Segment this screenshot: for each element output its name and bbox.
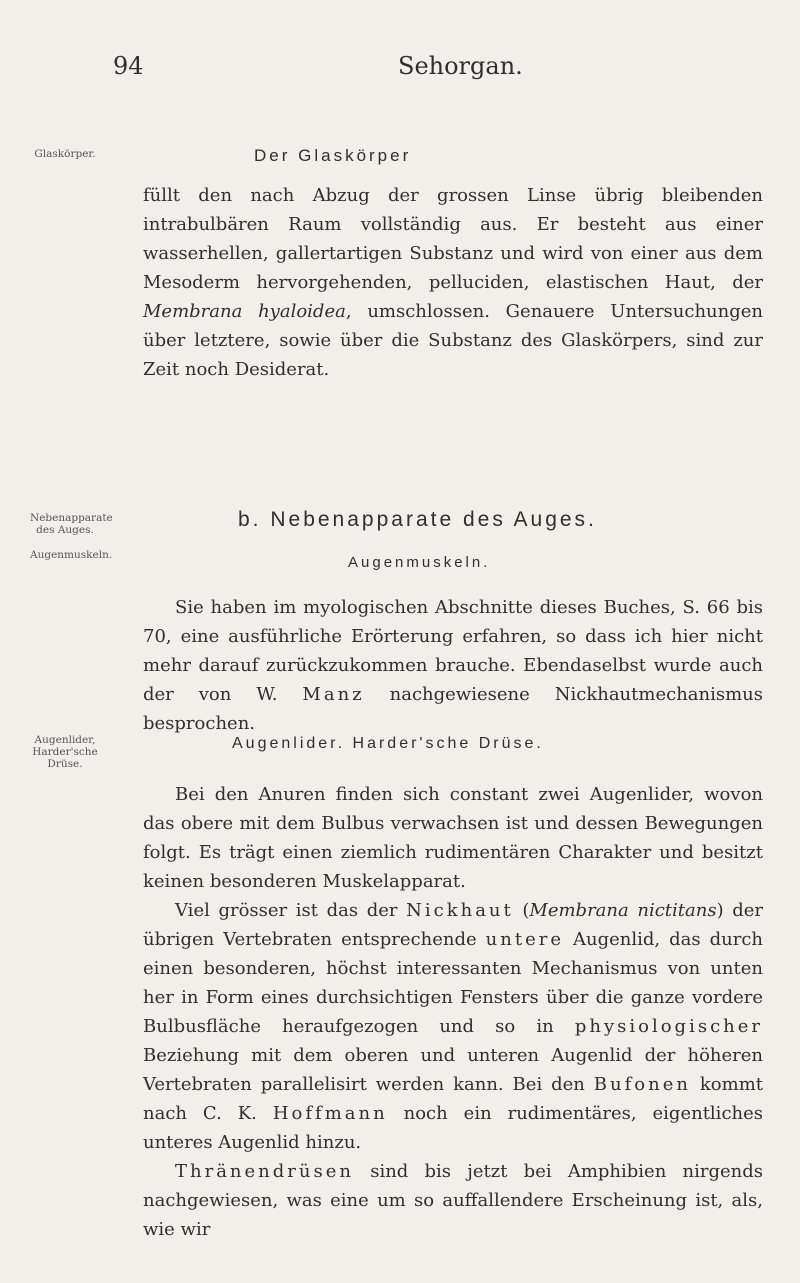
nebenapparate-heading: b. Nebenapparate des Auges. [238,508,597,531]
augenlider-paragraph-1: Bei den Anuren finden sich constant zwei Augenlider, wovon das obere mit dem Bulbus verwachsen ist und dessen Bewegungen folgt. Es trägt einen ziemlich rudimentären Charakter und besitzt keinen besonderen Muskelapparat. [143,784,763,892]
augenmuskeln-heading: Augenmuskeln. [348,554,491,571]
term-physiologischer: physiologischer [574,1016,763,1037]
p2-text-e: Beziehung mit dem oberen und unteren Augenlid der höheren Vertebraten parallelisirt werden kann. Bei den [143,1045,763,1095]
author-hoffmann: Hoffmann [272,1103,388,1124]
p2-text-a: Viel grösser ist das der [175,900,407,921]
glaskoerper-text-a: füllt den nach Abzug der grossen Linse übrig bleibenden intrabulbären Raum vollständig aus. Er besteht aus einer wasserhellen, gallertartigen Substanz und wird von einer aus dem Mesoderm hervorgehenden, pelluciden, elastischen Haut, der [143,185,763,293]
running-title: Sehorgan. [398,52,523,80]
augenmuskeln-text [143,593,763,738]
margin-note-augenmuskeln: Augenmuskeln. [30,549,113,561]
augenmuskeln-text-b: nachgewiesene Nickhautmechanismus besprochen. [143,684,763,734]
p2-text-d: Augenlid, das durch einen besonderen, höchst interessanten Mechanismus von unten her in Form eines durchsichtigen Fensters über die ganze vordere Bulbusfläche heraufgezogen und so in [143,929,764,1037]
augenmuskeln-heading-wrap [348,554,608,571]
margin-note-glaskoerper: Glaskörper. [34,148,96,160]
nebenapparate-heading-wrap [238,508,718,532]
augenlider-paragraph-3 [143,1157,763,1244]
glaskoerper-heading-wrap [254,146,574,166]
augenlider-heading: Augenlider. Harder'sche Drüse. [232,735,544,752]
glaskoerper-heading: Der Glaskörper [254,146,412,165]
glaskoerper-paragraph [143,181,763,384]
augenmuskeln-paragraph [143,593,763,738]
margin-note-nebenapparate: Nebenapparate des Auges. [30,512,113,536]
membrana-nictitans: Membrana nictitans [529,900,717,921]
augenlider-heading-wrap [232,735,752,753]
page-header [0,52,800,88]
glaskoerper-text [143,181,763,384]
p2-text-g: noch ein rudimentäres, eigentliches unteres Augenlid hinzu. [143,1103,764,1153]
augenlider-paragraph-2 [143,896,763,1157]
p2-text-f: kommt nach C. K. [143,1074,763,1124]
term-nickhaut: Nickhaut [406,900,514,921]
glaskoerper-text-b: , umschlossen. Genauere Untersuchungen über letztere, sowie über die Substanz des Glaskörpers, sind zur Zeit noch Desiderat. [143,301,763,380]
term-bufonen: Bufonen [593,1074,691,1095]
term-untere: untere [485,929,564,950]
p2-text-c: ) der übrigen Vertebraten entsprechende [143,900,763,950]
margin-note-augenlider: Augenlider, Harder'sche Drüse. [32,734,98,770]
augenlider-text [143,780,763,1244]
term-thraenendruesen: Thränendrüsen [175,1161,354,1182]
page-number: 94 [113,52,144,80]
p3-text-b: sind bis jetzt bei Amphibien nirgends nachgewiesen, was eine um so auffallendere Erscheinung ist, als, wie wir [143,1161,763,1240]
augenmuskeln-text-a: Sie haben im myologischen Abschnitte dieses Buches, S. 66 bis 70, eine ausführliche Erörterung erfahren, so dass ich hier nicht mehr darauf zurückzukommen brauche. Ebendaselbst wurde auch der von W. [143,597,763,705]
membrana-hyaloidea: Membrana hyaloidea [143,301,346,322]
p2-text-b: ( [513,900,530,921]
author-manz: Manz [302,684,365,705]
